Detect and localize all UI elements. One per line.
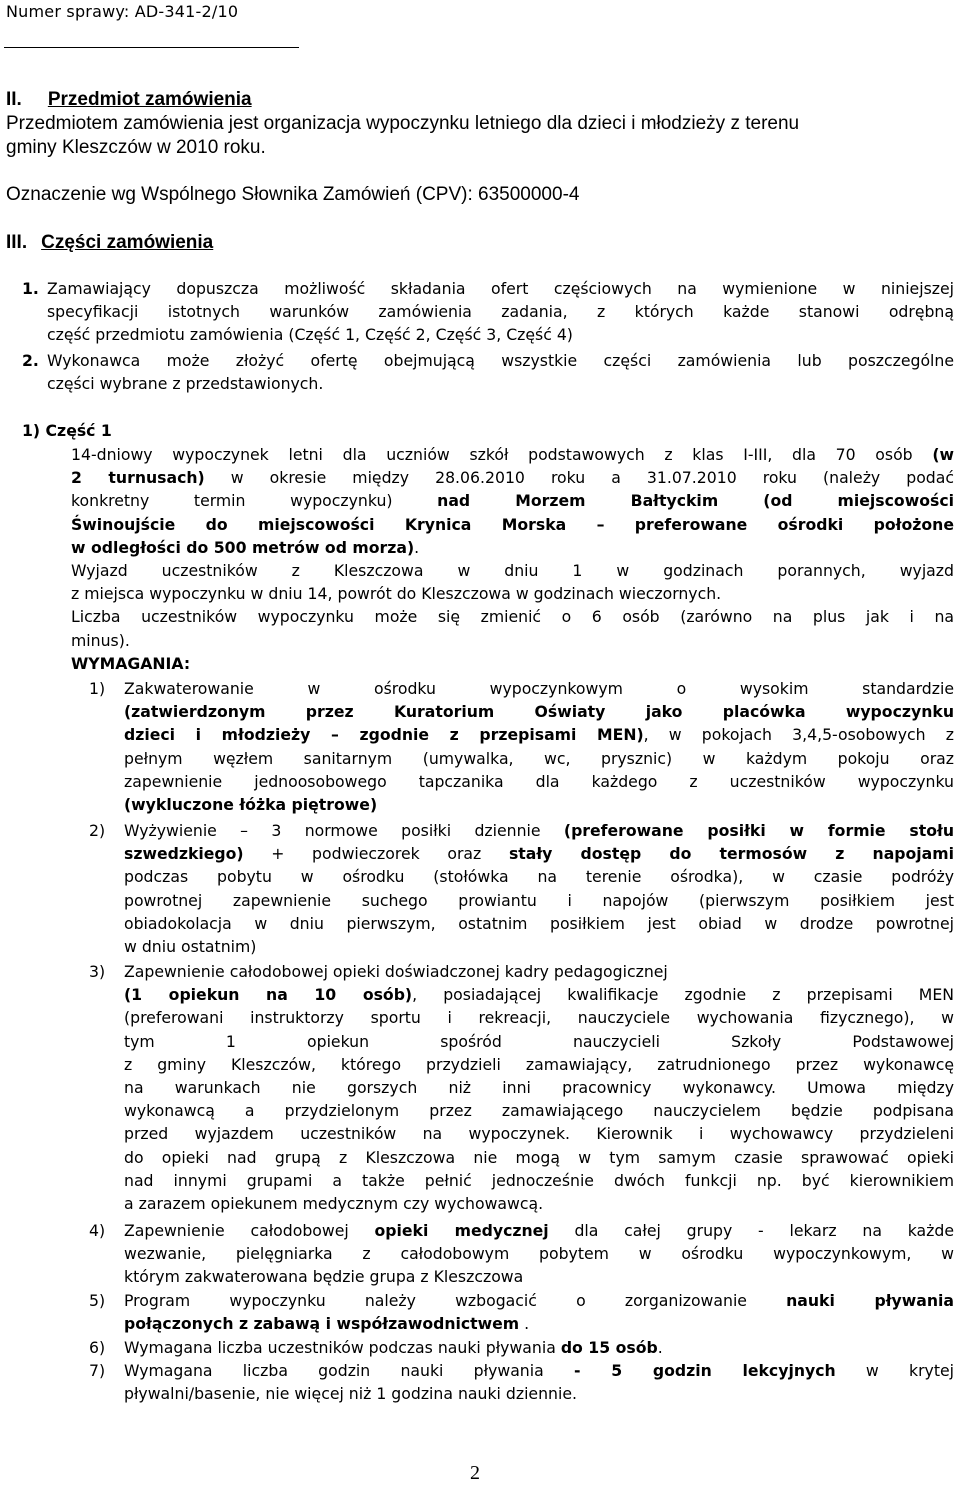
paragraph-line: Program wypoczynku należy wzbogacić o zorganizowanie nauki pływania [124,1291,954,1310]
case-number: Numer sprawy: AD-341-2/10 [6,2,239,21]
paragraph-line: pływalni/basenie, nie więcej niż 1 godzina nauki dziennie. [124,1384,577,1404]
paragraph-line: Wyżywienie – 3 normowe posiłki dziennie (preferowane posiłki w formie stołu [124,821,954,840]
paragraph-line: Wymagana liczba godzin nauki pływania - 5 godzin lekcyjnych w krytej [124,1361,954,1380]
paragraph-line: część przedmiotu zamówienia (Część 1, Część 2, Część 3, Część 4) [47,325,573,345]
paragraph-line: na warunkach nie gorszych niż inni pracownicy wykonawcy. Umowa między [124,1078,954,1098]
paragraph-line: wezwanie, pielęgniarka z całodobowym pobytem w ośrodku wypoczynkowym, w [124,1244,954,1264]
requirement-7 [124,1359,954,1405]
paragraph-line: a zarazem opiekunem medycznym czy wychowawcą. [124,1194,544,1214]
paragraph-line: specyfikacji istotnych warunków zamówienia zadania, z których każde stanowi odrębną [47,302,954,322]
section-2-number: II. [6,89,22,110]
paragraph-line: wykonawcą a przydzielonym przez zamawiającego nauczycielem będzie podpisana [124,1101,954,1121]
requirement-4 [124,1219,954,1289]
requirement-number: 5) [89,1291,106,1310]
paragraph-line: (wykluczone łóżka piętrowe) [124,795,378,815]
paragraph-line: zapewnienie jednoosobowego tapczanika dla każdego z uczestników wypoczynku [124,771,954,791]
paragraph-number: 2. [22,351,39,370]
paragraph-line: (zatwierdzonym przez Kuratorium Oświaty jako placówka wypoczynku [124,702,954,722]
requirement-2 [124,819,954,958]
requirement-number: 3) [89,962,106,981]
requirement-5 [124,1289,954,1335]
paragraph-line: Świnoujście do miejscowości Krynica Morska – preferowane ośrodki położone [71,514,954,534]
paragraph-line: 2 turnusach) w okresie między 28.06.2010 roku a 31.07.2010 roku (należy podać [71,468,954,488]
paragraph-line: do opieki nad grupą z Kleszczowa nie mogą w tym samym czasie sprawować opieki [124,1147,954,1167]
section-3-heading [6,231,213,255]
paragraph-line: Wyjazd uczestników z Kleszczowa w dniu 1 w godzinach porannych, wyjazd [71,561,954,581]
requirement-3 [124,960,954,1215]
paragraph-line: Wymagana liczba uczestników podczas nauki pływania do 15 osób. [124,1338,663,1357]
requirement-number: 2) [89,821,106,840]
paragraph-line: szwedzkiego) + podwieczorek oraz stały dostęp do termosów z napojami [124,844,954,864]
paragraph-line: w odległości do 500 metrów od morza). [71,537,420,557]
part-1-description [71,443,954,675]
paragraph-line: Liczba uczestników wypoczynku może się zmienić o 6 osób (zarówno na plus jak i na [71,607,954,627]
section-3-number: III. [6,232,28,253]
section-3-title: Części zamówienia [41,232,214,253]
requirement-1 [124,677,954,816]
requirement-number: 6) [89,1338,106,1357]
paragraph-line: 14-dniowy wypoczynek letni dla uczniów szkół podstawowych z klas I-III, dla 70 osób (w [71,445,954,464]
header-rule [4,47,299,48]
paragraph-line: w dniu ostatnim) [124,937,257,957]
section-2-text-line: Przedmiotem zamówienia jest organizacja wypoczynku letniego dla dzieci i młodzieży z terenu [6,113,800,134]
cpv-code: Oznaczenie wg Wspólnego Słownika Zamówień (CPV): 63500000-4 [6,184,580,205]
section-2 [6,88,954,160]
section-2-title: Przedmiot zamówienia [47,89,252,110]
paragraph-line: obiadokolacja w dniu pierwszym, ostatnim posiłkiem jest obiad w drodze powrotnej [124,913,954,933]
paragraph-line: którym zakwaterowana będzie grupa z Kleszczowa [124,1267,524,1287]
paragraph-number: 1. [22,279,39,298]
section-2-text-line: gminy Kleszczów w 2010 roku. [6,137,266,158]
paragraph-line: pełnym węzłem sanitarnym (umywalka, wc, prysznic) w każdym pokoju oraz [124,748,954,768]
paragraph-line: konkretny termin wypoczynku) nad Morzem Bałtyckim (od miejscowości [71,491,954,511]
paragraph-line: (preferowani instruktorzy sportu i rekreacji, nauczyciele wychowania fizycznego), w [124,1008,954,1028]
paragraph-line: Wykonawca może złożyć ofertę obejmującą wszystkie części zamówienia lub poszczególne [47,351,954,370]
page-number: 2 [470,1462,480,1484]
paragraph-line: powrotnej zapewnienie suchego prowiantu i napojów (pierwszym posiłkiem jest [124,890,954,910]
requirement-number: 1) [89,679,106,698]
requirement-number: 4) [89,1221,106,1240]
paragraph-line: z miejsca wypoczynku w dniu 14, powrót do Kleszczowa w godzinach wieczornych. [71,584,722,604]
paragraph-line: (1 opiekun na 10 osób), posiadającej kwalifikacje zgodnie z przepisami MEN [124,985,954,1005]
paragraph-line: połączonych z zabawą i współzawodnictwem . [124,1314,530,1334]
paragraph-1 [47,277,954,347]
paragraph-2 [47,349,954,395]
paragraph-line: tym 1 opiekun spośród nauczycieli Szkoły Podstawowej [124,1031,954,1051]
requirement-number: 7) [89,1361,106,1380]
paragraph-line: części wybrane z przedstawionych. [47,374,324,394]
paragraph-line: przed wyjazdem uczestników na wypoczynek. Kierownik i wychowawcy przydzieleni [124,1124,954,1144]
paragraph-line: nad innymi grupami a także pełnić jednocześnie dwóch funkcji np. być kierownikiem [124,1170,954,1190]
paragraph-line: Zapewnienie całodobowej opieki medycznej dla całej grupy - lekarz na każde [124,1221,954,1240]
paragraph-line: Zakwaterowanie w ośrodku wypoczynkowym o wysokim standardzie [124,679,954,698]
paragraph-line: podczas pobytu w ośrodku (stołówka na terenie ośrodka), w czasie podróży [124,867,954,887]
paragraph-line: minus). [71,630,130,650]
requirement-6 [124,1336,954,1359]
part-1-heading: 1) Część 1 [22,421,112,440]
requirements-title: WYMAGANIA: [71,653,191,673]
section-2-heading [6,88,954,112]
paragraph-line: dzieci i młodzieży – zgodnie z przepisami MEN), w pokojach 3,4,5-osobowych z [124,725,954,745]
paragraph-line: Zamawiający dopuszcza możliwość składania ofert częściowych na wymienione w niniejszej [47,279,954,298]
paragraph-line: Zapewnienie całodobowej opieki doświadczonej kadry pedagogicznej [124,962,668,981]
paragraph-line: z gminy Kleszczów, którego przydzieli zamawiający, zatrudnionego przez wykonawcę [124,1054,954,1074]
